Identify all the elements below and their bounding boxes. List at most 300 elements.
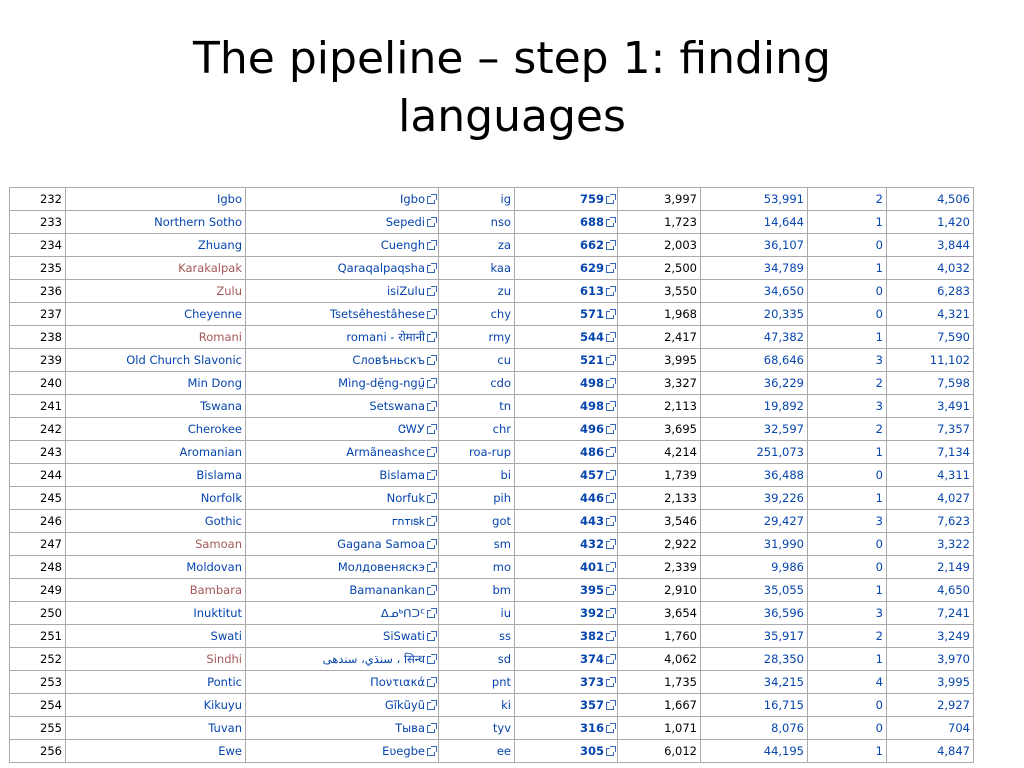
cell-articles-link-text[interactable]: 688 bbox=[579, 215, 604, 229]
cell-users-text: 4,847 bbox=[937, 744, 970, 758]
cell-total bbox=[618, 671, 701, 694]
cell-local-name-link-text[interactable]: Qaraqalpaqsha bbox=[337, 261, 425, 275]
table-row bbox=[10, 418, 974, 441]
cell-edits-text: 35,055 bbox=[763, 583, 804, 597]
cell-language-link-text[interactable]: Moldovan bbox=[186, 560, 242, 574]
cell-language-link[interactable] bbox=[66, 556, 246, 579]
cell-local-name-link[interactable] bbox=[246, 740, 439, 763]
cell-code bbox=[439, 395, 515, 418]
cell-language-link-text[interactable]: Ewe bbox=[218, 744, 242, 758]
cell-code bbox=[439, 694, 515, 717]
cell-local-name-link[interactable] bbox=[246, 257, 439, 280]
cell-language-link-text[interactable]: Cherokee bbox=[187, 422, 242, 436]
cell-articles-link-text[interactable]: 498 bbox=[579, 399, 604, 413]
cell-articles-link-text[interactable]: 432 bbox=[579, 537, 604, 551]
cell-language-link[interactable] bbox=[66, 349, 246, 372]
external-link-icon[interactable] bbox=[606, 702, 614, 710]
external-link-icon[interactable] bbox=[427, 725, 435, 733]
cell-articles-link[interactable] bbox=[515, 372, 618, 395]
cell-total bbox=[618, 533, 701, 556]
external-link-icon[interactable] bbox=[606, 564, 614, 572]
cell-language-link[interactable] bbox=[66, 280, 246, 303]
cell-edits bbox=[701, 740, 808, 763]
cell-code bbox=[439, 372, 515, 395]
cell-total bbox=[618, 717, 701, 740]
cell-articles-link[interactable] bbox=[515, 487, 618, 510]
cell-users bbox=[887, 740, 974, 763]
table-row bbox=[10, 280, 974, 303]
cell-users-text: 7,598 bbox=[937, 376, 970, 390]
cell-edits-text: 36,107 bbox=[763, 238, 804, 252]
cell-language-link-text[interactable]: Kikuyu bbox=[203, 698, 242, 712]
cell-articles-link[interactable] bbox=[515, 234, 618, 257]
cell-articles-link[interactable] bbox=[515, 303, 618, 326]
cell-local-name-link[interactable] bbox=[246, 211, 439, 234]
cell-users-text: 2,927 bbox=[937, 698, 970, 712]
cell-language-link[interactable] bbox=[66, 648, 246, 671]
cell-users bbox=[887, 395, 974, 418]
cell-code bbox=[439, 326, 515, 349]
external-link-icon[interactable] bbox=[606, 403, 614, 411]
cell-articles-link-text[interactable]: 357 bbox=[579, 698, 604, 712]
cell-edits-text: 34,789 bbox=[763, 261, 804, 275]
cell-local-name-link[interactable] bbox=[246, 418, 439, 441]
cell-local-name-link-text[interactable]: ᐃᓄᒃᑎᑐᑦ bbox=[380, 606, 425, 620]
cell-rank bbox=[10, 211, 66, 234]
external-link-icon[interactable] bbox=[606, 518, 614, 526]
cell-local-name-link-text[interactable]: isiZulu bbox=[386, 284, 425, 298]
external-link-icon[interactable] bbox=[427, 541, 435, 549]
cell-language-link[interactable] bbox=[66, 441, 246, 464]
cell-admins bbox=[808, 487, 887, 510]
slide-title-line-2: languages bbox=[398, 91, 626, 142]
external-link-icon[interactable] bbox=[606, 311, 614, 319]
external-link-icon[interactable] bbox=[606, 334, 614, 342]
cell-articles-link[interactable] bbox=[515, 464, 618, 487]
cell-local-name-link-text[interactable]: Mìng-dĕ̤ng-ngṳ̄ bbox=[338, 376, 425, 390]
cell-articles-link[interactable] bbox=[515, 556, 618, 579]
external-link-icon[interactable] bbox=[427, 449, 435, 457]
cell-articles-link[interactable] bbox=[515, 648, 618, 671]
cell-articles-link[interactable] bbox=[515, 211, 618, 234]
external-link-icon[interactable] bbox=[606, 426, 614, 434]
table-row bbox=[10, 326, 974, 349]
cell-language-link[interactable] bbox=[66, 533, 246, 556]
external-link-icon[interactable] bbox=[606, 265, 614, 273]
cell-rank bbox=[10, 395, 66, 418]
cell-users-text: 4,506 bbox=[937, 192, 970, 206]
cell-articles-link[interactable] bbox=[515, 510, 618, 533]
external-link-icon[interactable] bbox=[606, 610, 614, 618]
cell-articles-link[interactable] bbox=[515, 326, 618, 349]
cell-users-text: 3,970 bbox=[937, 652, 970, 666]
cell-language-link[interactable] bbox=[66, 487, 246, 510]
cell-rank bbox=[10, 533, 66, 556]
cell-code-text: cdo bbox=[490, 376, 511, 390]
external-link-icon[interactable] bbox=[606, 219, 614, 227]
cell-language-link-text[interactable]: Min Dong bbox=[187, 376, 242, 390]
cell-language-link[interactable] bbox=[66, 740, 246, 763]
cell-code bbox=[439, 188, 515, 211]
external-link-icon[interactable] bbox=[606, 541, 614, 549]
cell-articles-link[interactable] bbox=[515, 533, 618, 556]
cell-users bbox=[887, 326, 974, 349]
cell-total-text: 3,695 bbox=[664, 422, 697, 436]
cell-articles-link-text[interactable]: 443 bbox=[579, 514, 604, 528]
cell-language-link-text[interactable]: Old Church Slavonic bbox=[126, 353, 242, 367]
cell-total-text: 1,735 bbox=[664, 675, 697, 689]
cell-code bbox=[439, 556, 515, 579]
cell-articles-link[interactable] bbox=[515, 671, 618, 694]
cell-users bbox=[887, 211, 974, 234]
cell-code bbox=[439, 510, 515, 533]
cell-articles-link-text[interactable]: 498 bbox=[579, 376, 604, 390]
cell-rank bbox=[10, 648, 66, 671]
cell-language-link[interactable] bbox=[66, 372, 246, 395]
cell-local-name-link-text[interactable]: ᏣᎳᎩ bbox=[398, 421, 425, 436]
table-row bbox=[10, 487, 974, 510]
cell-articles-link[interactable] bbox=[515, 602, 618, 625]
cell-local-name-link-text[interactable]: Bislama bbox=[379, 468, 425, 482]
table-row bbox=[10, 211, 974, 234]
external-link-icon[interactable] bbox=[606, 656, 614, 664]
external-link-icon[interactable] bbox=[427, 403, 435, 411]
cell-articles-link-text[interactable]: 374 bbox=[579, 652, 604, 666]
cell-rank-text: 233 bbox=[40, 215, 62, 229]
cell-articles-link[interactable] bbox=[515, 717, 618, 740]
cell-articles-link-text[interactable]: 571 bbox=[579, 307, 604, 321]
cell-rank bbox=[10, 556, 66, 579]
cell-articles-link[interactable] bbox=[515, 625, 618, 648]
cell-local-name-link[interactable] bbox=[246, 717, 439, 740]
external-link-icon[interactable] bbox=[606, 472, 614, 480]
cell-language-link-text[interactable]: Swati bbox=[210, 629, 242, 643]
cell-articles-link-text[interactable]: 305 bbox=[579, 744, 604, 758]
cell-articles-link[interactable] bbox=[515, 740, 618, 763]
cell-language-link[interactable] bbox=[66, 464, 246, 487]
cell-edits bbox=[701, 372, 808, 395]
external-link-icon[interactable] bbox=[606, 288, 614, 296]
cell-admins bbox=[808, 349, 887, 372]
external-link-icon[interactable] bbox=[427, 702, 435, 710]
cell-code-text: nso bbox=[490, 215, 511, 229]
cell-language-link-text[interactable]: Zhuang bbox=[197, 238, 242, 252]
cell-rank-text: 238 bbox=[40, 330, 62, 344]
external-link-icon[interactable] bbox=[606, 449, 614, 457]
cell-local-name-link-text[interactable]: Igbo bbox=[399, 192, 425, 206]
external-link-icon[interactable] bbox=[427, 357, 435, 365]
cell-local-name-link[interactable] bbox=[246, 694, 439, 717]
cell-edits bbox=[701, 533, 808, 556]
cell-code bbox=[439, 464, 515, 487]
cell-code bbox=[439, 349, 515, 372]
cell-users bbox=[887, 487, 974, 510]
cell-language-link[interactable] bbox=[66, 326, 246, 349]
cell-total-text: 4,062 bbox=[664, 652, 697, 666]
cell-articles-link[interactable] bbox=[515, 694, 618, 717]
external-link-icon[interactable] bbox=[427, 633, 435, 641]
cell-total bbox=[618, 464, 701, 487]
external-link-icon[interactable] bbox=[427, 426, 435, 434]
cell-language-link[interactable] bbox=[66, 694, 246, 717]
cell-local-name-link-text[interactable]: Setswana bbox=[369, 399, 425, 413]
cell-users-text: 11,102 bbox=[929, 353, 970, 367]
cell-rank bbox=[10, 694, 66, 717]
cell-edits bbox=[701, 648, 808, 671]
external-link-icon[interactable] bbox=[427, 311, 435, 319]
cell-language-link[interactable] bbox=[66, 717, 246, 740]
cell-local-name-link[interactable] bbox=[246, 326, 439, 349]
external-link-icon[interactable] bbox=[606, 196, 614, 204]
cell-total bbox=[618, 487, 701, 510]
cell-rank bbox=[10, 257, 66, 280]
cell-rank bbox=[10, 372, 66, 395]
cell-articles-link[interactable] bbox=[515, 579, 618, 602]
external-link-icon[interactable] bbox=[427, 219, 435, 227]
table-row bbox=[10, 349, 974, 372]
cell-language-link-text[interactable]: Bambara bbox=[189, 583, 242, 597]
cell-code bbox=[439, 257, 515, 280]
cell-language-link-text[interactable]: Norfolk bbox=[200, 491, 242, 505]
slide-title bbox=[0, 30, 1024, 146]
cell-edits-text: 16,715 bbox=[763, 698, 804, 712]
cell-users-text: 7,357 bbox=[937, 422, 970, 436]
cell-language-link-text[interactable]: Gothic bbox=[204, 514, 242, 528]
table-row bbox=[10, 257, 974, 280]
cell-articles-link-text[interactable]: 521 bbox=[579, 353, 604, 367]
cell-code bbox=[439, 487, 515, 510]
cell-local-name-link-text[interactable]: Молдовеняскэ bbox=[337, 560, 425, 574]
external-link-icon[interactable] bbox=[606, 357, 614, 365]
cell-articles-link[interactable] bbox=[515, 257, 618, 280]
external-link-icon[interactable] bbox=[427, 288, 435, 296]
cell-language-link-text[interactable]: Tswana bbox=[200, 399, 242, 413]
cell-local-name-link[interactable] bbox=[246, 602, 439, 625]
cell-articles-link-text[interactable]: 544 bbox=[579, 330, 604, 344]
cell-admins bbox=[808, 303, 887, 326]
cell-local-name-link-text[interactable]: Gĩkũyũ bbox=[384, 698, 425, 712]
cell-edits-text: 9,986 bbox=[771, 560, 804, 574]
external-link-icon[interactable] bbox=[427, 472, 435, 480]
cell-total bbox=[618, 372, 701, 395]
cell-local-name-link-text[interactable]: Тыва bbox=[395, 721, 425, 735]
cell-local-name-link-text[interactable]: SiSwati bbox=[383, 629, 425, 643]
table-row bbox=[10, 556, 974, 579]
cell-code bbox=[439, 418, 515, 441]
cell-local-name-link[interactable] bbox=[246, 533, 439, 556]
cell-language-link-text[interactable]: Sindhi bbox=[206, 652, 242, 666]
cell-language-link[interactable] bbox=[66, 510, 246, 533]
cell-rank-text: 252 bbox=[40, 652, 62, 666]
cell-admins-text: 0 bbox=[875, 468, 883, 482]
external-link-icon[interactable] bbox=[427, 242, 435, 250]
cell-language-link[interactable] bbox=[66, 234, 246, 257]
cell-language-link[interactable] bbox=[66, 211, 246, 234]
cell-users-text: 704 bbox=[948, 721, 970, 735]
cell-articles-link-text[interactable]: 613 bbox=[579, 284, 604, 298]
external-link-icon[interactable] bbox=[606, 380, 614, 388]
cell-code-text: cu bbox=[497, 353, 511, 367]
cell-language-link-text[interactable]: Samoan bbox=[195, 537, 242, 551]
cell-local-name-link[interactable] bbox=[246, 556, 439, 579]
cell-articles-link-text[interactable]: 486 bbox=[579, 445, 604, 459]
cell-total-text: 2,339 bbox=[664, 560, 697, 574]
cell-local-name-link-text[interactable]: romani - रोमानी bbox=[346, 329, 425, 344]
cell-local-name-link[interactable] bbox=[246, 671, 439, 694]
external-link-icon[interactable] bbox=[606, 748, 614, 756]
cell-language-link[interactable] bbox=[66, 395, 246, 418]
cell-local-name-link-text[interactable]: Cuengh bbox=[380, 238, 425, 252]
cell-code bbox=[439, 303, 515, 326]
cell-total bbox=[618, 280, 701, 303]
cell-language-link[interactable] bbox=[66, 188, 246, 211]
cell-local-name-link-text[interactable]: Словѣньскъ bbox=[352, 353, 425, 367]
cell-language-link-text[interactable]: Northern Sotho bbox=[154, 215, 242, 229]
external-link-icon[interactable] bbox=[606, 679, 614, 687]
external-link-icon[interactable] bbox=[427, 196, 435, 204]
cell-articles-link[interactable] bbox=[515, 349, 618, 372]
cell-local-name-link[interactable] bbox=[246, 280, 439, 303]
cell-code bbox=[439, 740, 515, 763]
external-link-icon[interactable] bbox=[606, 725, 614, 733]
external-link-icon[interactable] bbox=[427, 610, 435, 618]
cell-rank-text: 254 bbox=[40, 698, 62, 712]
cell-local-name-link[interactable] bbox=[246, 234, 439, 257]
cell-total bbox=[618, 349, 701, 372]
cell-admins-text: 2 bbox=[875, 192, 883, 206]
external-link-icon[interactable] bbox=[606, 633, 614, 641]
cell-language-link[interactable] bbox=[66, 602, 246, 625]
cell-articles-link[interactable] bbox=[515, 188, 618, 211]
external-link-icon[interactable] bbox=[606, 495, 614, 503]
wikipedia-language-table bbox=[9, 187, 973, 763]
cell-articles-link-text[interactable]: 759 bbox=[579, 192, 604, 206]
cell-language-link[interactable] bbox=[66, 303, 246, 326]
cell-language-link-text[interactable]: Cheyenne bbox=[184, 307, 242, 321]
external-link-icon[interactable] bbox=[427, 564, 435, 572]
external-link-icon[interactable] bbox=[427, 656, 435, 664]
external-link-icon[interactable] bbox=[427, 265, 435, 273]
cell-local-name-link[interactable] bbox=[246, 579, 439, 602]
cell-total bbox=[618, 648, 701, 671]
cell-code-text: ee bbox=[496, 744, 511, 758]
cell-local-name-link-text[interactable]: Tsetsêhestâhese bbox=[329, 307, 425, 321]
cell-admins-text: 0 bbox=[875, 537, 883, 551]
cell-articles-link[interactable] bbox=[515, 395, 618, 418]
cell-total bbox=[618, 418, 701, 441]
cell-articles-link-text[interactable]: 392 bbox=[579, 606, 604, 620]
cell-code-text: chr bbox=[492, 422, 511, 436]
cell-admins-text: 3 bbox=[875, 353, 883, 367]
cell-edits-text: 34,650 bbox=[763, 284, 804, 298]
cell-local-name-link[interactable] bbox=[246, 487, 439, 510]
cell-users-text: 7,623 bbox=[937, 514, 970, 528]
cell-articles-link-text[interactable]: 395 bbox=[579, 583, 604, 597]
cell-local-name-link-text[interactable]: Bamanankan bbox=[349, 583, 425, 597]
cell-admins-text: 1 bbox=[875, 583, 883, 597]
cell-language-link-text[interactable]: Pontic bbox=[207, 675, 242, 689]
table-row bbox=[10, 303, 974, 326]
external-link-icon[interactable] bbox=[427, 334, 435, 342]
cell-users-text: 7,241 bbox=[937, 606, 970, 620]
cell-language-link-text[interactable]: Inuktitut bbox=[193, 606, 242, 620]
cell-local-name-link-text[interactable]: 𐌲𐌿𐍄𐌹𐍃𐌺 bbox=[391, 513, 425, 528]
cell-articles-link-text[interactable]: 446 bbox=[579, 491, 604, 505]
cell-admins-text: 0 bbox=[875, 721, 883, 735]
cell-language-link-text[interactable]: Igbo bbox=[216, 192, 242, 206]
cell-local-name-link-text[interactable]: Eʋegbe bbox=[382, 744, 425, 758]
cell-local-name-link[interactable] bbox=[246, 395, 439, 418]
cell-total-text: 1,739 bbox=[664, 468, 697, 482]
cell-language-link[interactable] bbox=[66, 418, 246, 441]
cell-language-link-text[interactable]: Karakalpak bbox=[178, 261, 242, 275]
cell-language-link[interactable] bbox=[66, 257, 246, 280]
cell-local-name-link[interactable] bbox=[246, 625, 439, 648]
cell-local-name-link-text[interactable]: Norfuk bbox=[386, 491, 425, 505]
cell-admins bbox=[808, 280, 887, 303]
cell-articles-link-text[interactable]: 629 bbox=[579, 261, 604, 275]
cell-local-name-link-text[interactable]: Gagana Samoa bbox=[337, 537, 425, 551]
table-row bbox=[10, 464, 974, 487]
cell-local-name-link[interactable] bbox=[246, 510, 439, 533]
cell-articles-link-text[interactable]: 316 bbox=[579, 721, 604, 735]
cell-rank bbox=[10, 740, 66, 763]
external-link-icon[interactable] bbox=[427, 748, 435, 756]
cell-language-link-text[interactable]: Romani bbox=[198, 330, 242, 344]
cell-articles-link[interactable] bbox=[515, 441, 618, 464]
cell-local-name-link[interactable] bbox=[246, 349, 439, 372]
external-link-icon[interactable] bbox=[427, 380, 435, 388]
cell-local-name-link[interactable] bbox=[246, 303, 439, 326]
cell-local-name-link[interactable] bbox=[246, 648, 439, 671]
cell-language-link[interactable] bbox=[66, 625, 246, 648]
cell-local-name-link-text[interactable]: Sepedi bbox=[385, 215, 425, 229]
cell-local-name-link-text[interactable]: سنڌي، سندھی ، सिन्ध bbox=[322, 651, 425, 666]
cell-code-text: zu bbox=[497, 284, 511, 298]
cell-local-name-link[interactable] bbox=[246, 372, 439, 395]
external-link-icon[interactable] bbox=[606, 242, 614, 250]
cell-users-text: 4,311 bbox=[937, 468, 970, 482]
cell-language-link-text[interactable]: Tuvan bbox=[208, 721, 242, 735]
cell-local-name-link[interactable] bbox=[246, 188, 439, 211]
cell-admins bbox=[808, 326, 887, 349]
cell-local-name-link-text[interactable]: Ποντιακά bbox=[370, 675, 425, 689]
cell-articles-link-text[interactable]: 496 bbox=[579, 422, 604, 436]
cell-articles-link-text[interactable]: 382 bbox=[579, 629, 604, 643]
cell-articles-link-text[interactable]: 662 bbox=[579, 238, 604, 252]
external-link-icon[interactable] bbox=[427, 518, 435, 526]
cell-articles-link[interactable] bbox=[515, 418, 618, 441]
cell-rank bbox=[10, 303, 66, 326]
cell-local-name-link[interactable] bbox=[246, 441, 439, 464]
cell-local-name-link[interactable] bbox=[246, 464, 439, 487]
cell-language-link[interactable] bbox=[66, 579, 246, 602]
external-link-icon[interactable] bbox=[427, 679, 435, 687]
cell-articles-link[interactable] bbox=[515, 280, 618, 303]
cell-language-link-text[interactable]: Aromanian bbox=[179, 445, 242, 459]
cell-articles-link-text[interactable]: 457 bbox=[579, 468, 604, 482]
cell-language-link-text[interactable]: Zulu bbox=[216, 284, 242, 298]
cell-articles-link-text[interactable]: 373 bbox=[579, 675, 604, 689]
external-link-icon[interactable] bbox=[427, 495, 435, 503]
external-link-icon[interactable] bbox=[606, 587, 614, 595]
cell-articles-link-text[interactable]: 401 bbox=[579, 560, 604, 574]
cell-language-link-text[interactable]: Bislama bbox=[196, 468, 242, 482]
cell-code-text: pnt bbox=[491, 675, 511, 689]
cell-language-link[interactable] bbox=[66, 671, 246, 694]
external-link-icon[interactable] bbox=[427, 587, 435, 595]
cell-local-name-link-text[interactable]: Armãneashce bbox=[346, 445, 425, 459]
